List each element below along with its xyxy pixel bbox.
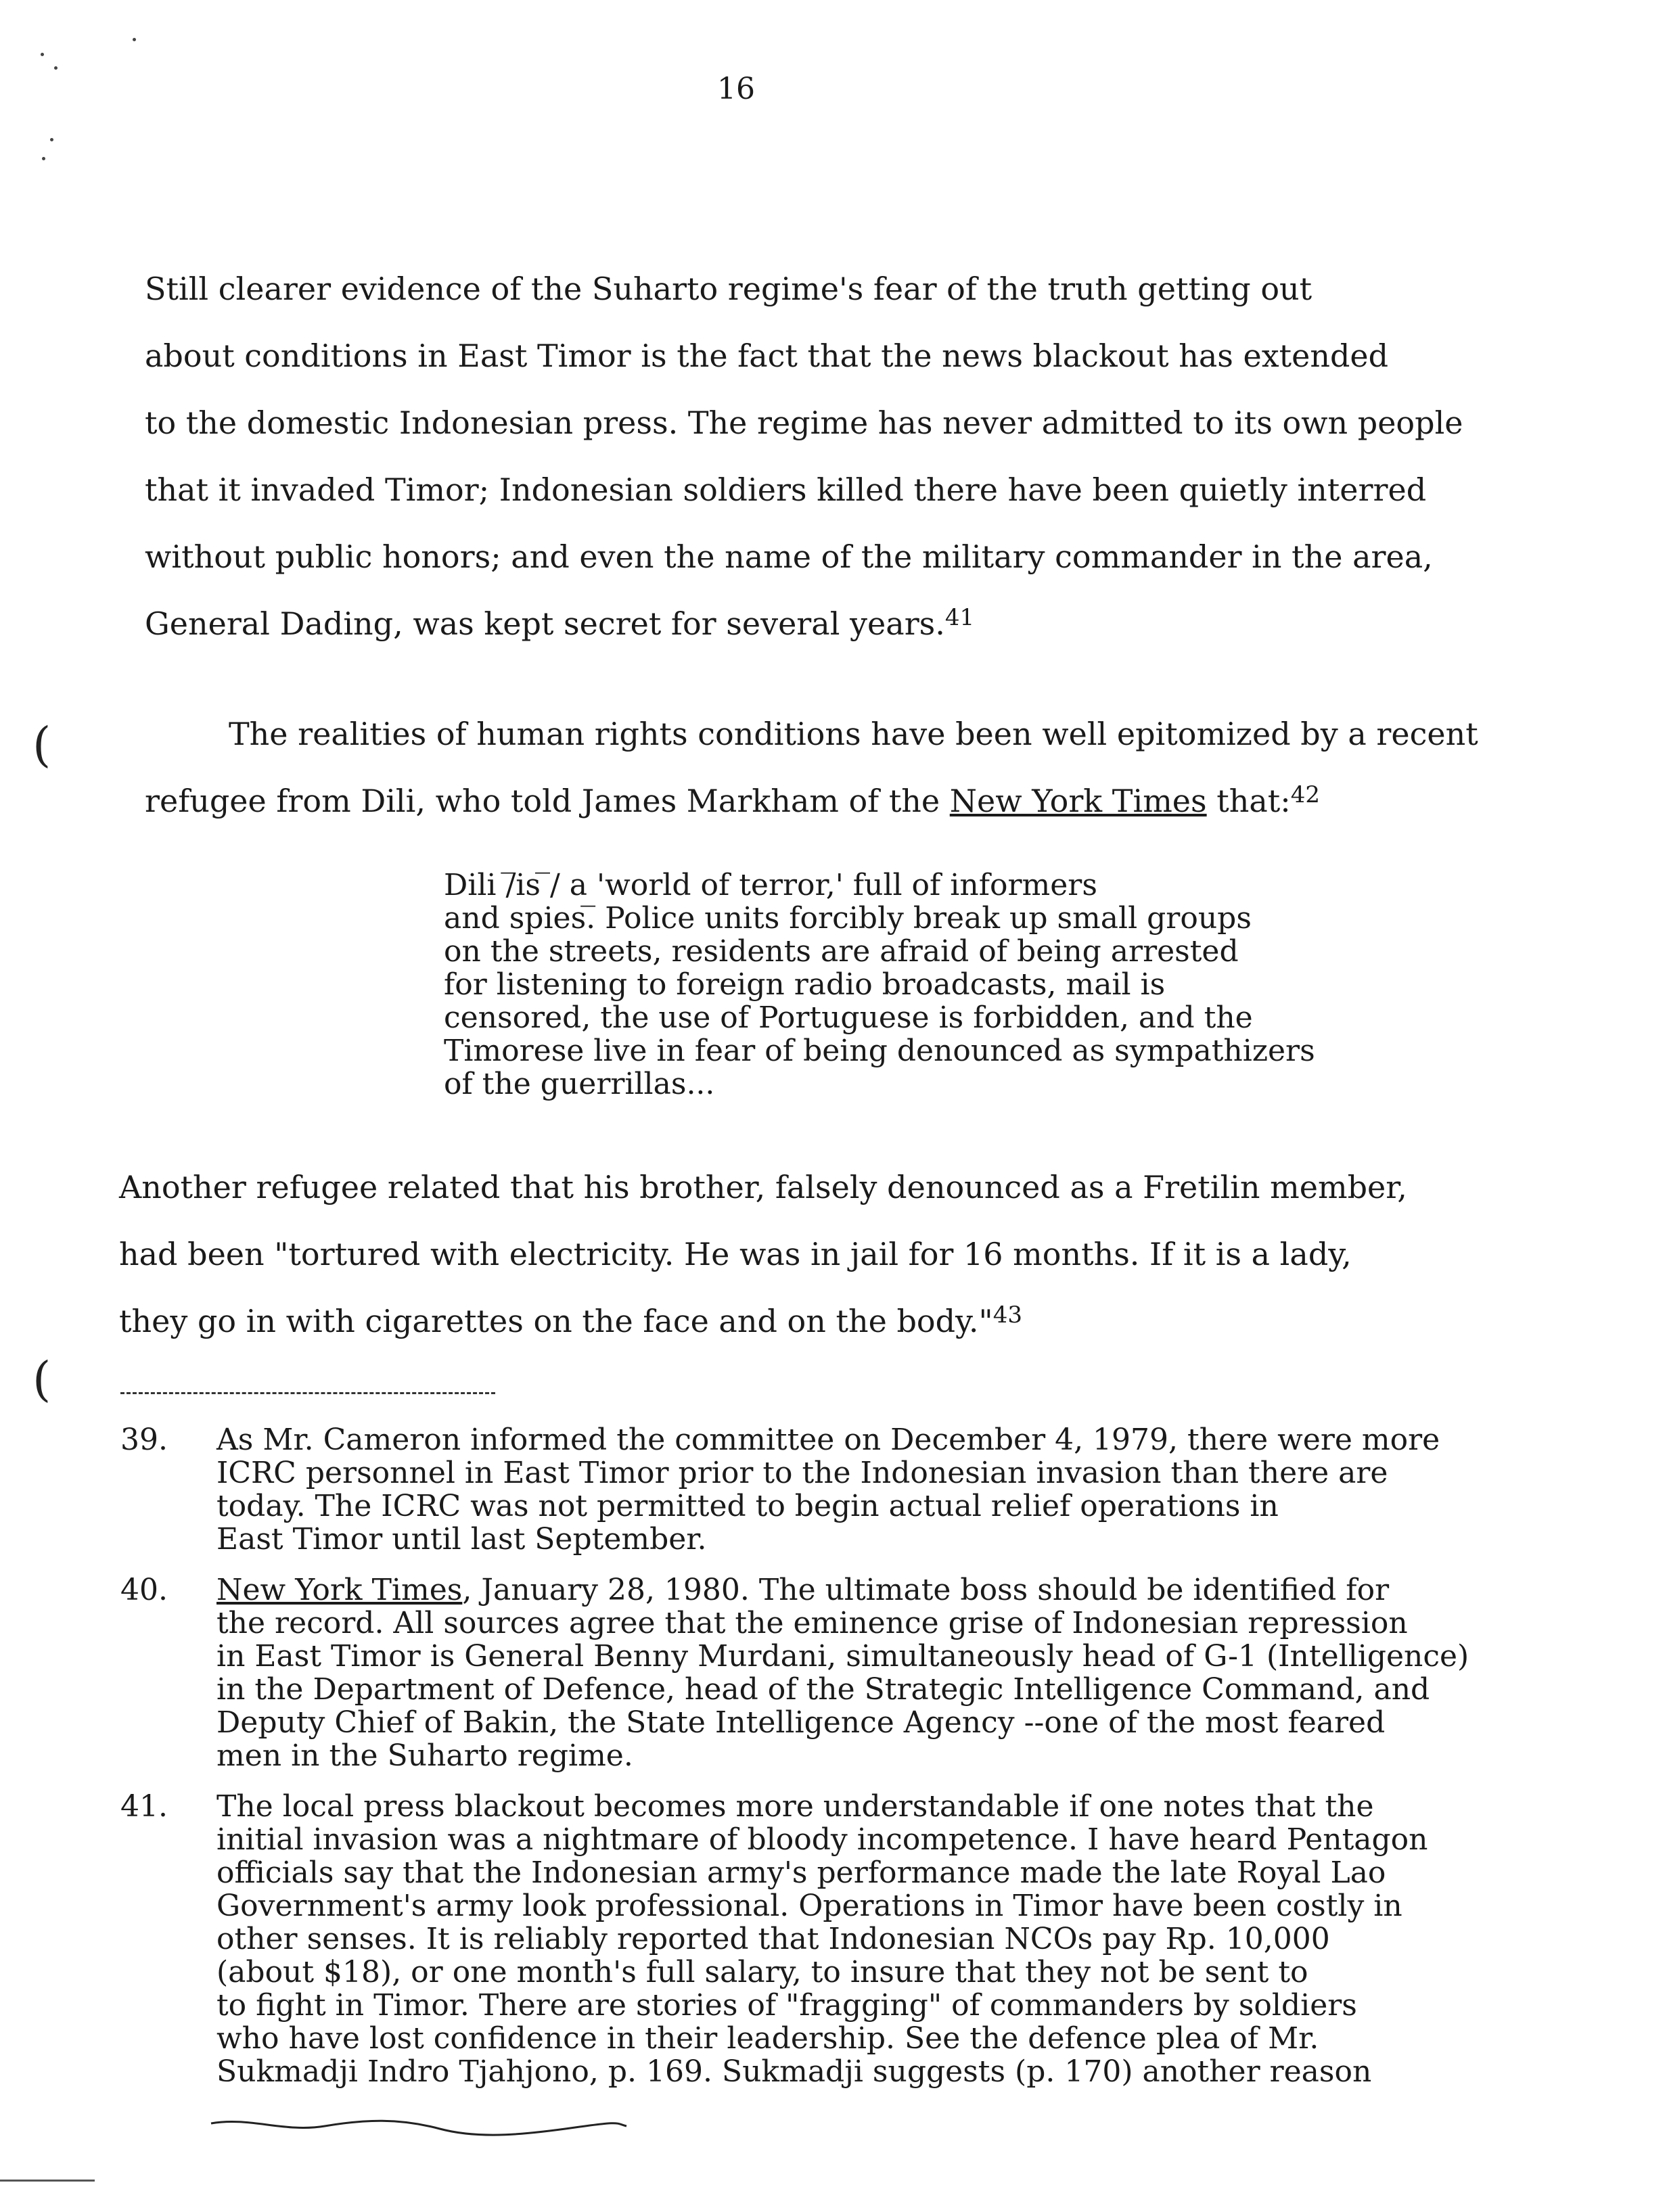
text-line: without public honors; and even the name of the military commander in the area, xyxy=(145,538,1433,575)
footnote-number: 39. xyxy=(120,1423,168,1457)
footnote-line: (about $18), or one month's full salary, to insure that they not be sent to xyxy=(216,1955,1308,1989)
footnote-line: Deputy Chief of Bakin, the State Intelligence Agency --one of the most feared xyxy=(216,1705,1386,1740)
scan-edge-line xyxy=(0,2180,95,2182)
footnote-line: The local press blackout becomes more understandable if one notes that the xyxy=(216,1789,1374,1824)
footnote-line: East Timor until last September. xyxy=(216,1522,707,1557)
text-line: that: xyxy=(1206,783,1291,819)
footnote-line: the record. All sources agree that the eminence grise of Indonesian repression xyxy=(216,1606,1408,1640)
page-number: 16 xyxy=(717,72,755,106)
footnote-line: to fight in Timor. There are stories of "fragging" of commanders by soldiers xyxy=(216,1988,1357,2023)
footnote-separator xyxy=(120,1392,495,1394)
footnote-ref-41: 41 xyxy=(944,604,975,631)
footnote-line: ICRC personnel in East Timor prior to the Indonesian invasion than there are xyxy=(216,1456,1388,1490)
footnote-line: who have lost confidence in their leadership. See the defence plea of Mr. xyxy=(216,2021,1319,2056)
handwritten-wavy-underline xyxy=(210,2114,629,2141)
footnote-line: in the Department of Defence, head of the Strategic Intelligence Command, and xyxy=(216,1672,1430,1707)
quote-line: on the streets, residents are afraid of being arrested xyxy=(444,934,1239,969)
footnote-line: As Mr. Cameron informed the committee on December 4, 1979, there were more xyxy=(216,1423,1440,1457)
footnote-line: officials say that the Indonesian army's performance made the late Royal Lao xyxy=(216,1856,1386,1890)
quote-line: Timorese live in fear of being denounced as sympathizers xyxy=(444,1034,1315,1068)
footnote-number: 40. xyxy=(120,1573,168,1607)
footnote-line: men in the Suharto regime. xyxy=(216,1738,633,1773)
footnote-line: other senses. It is reliably reported that Indonesian NCOs pay Rp. 10,000 xyxy=(216,1922,1330,1956)
footnote-line: Sukmadji Indro Tjahjono, p. 169. Sukmadji suggests (p. 170) another reason xyxy=(216,2054,1372,2089)
text-line: refugee from Dili, who told James Markham of the xyxy=(145,783,950,819)
text-line: to the domestic Indonesian press. The regime has never admitted to its own people xyxy=(145,405,1463,441)
text-line: had been "tortured with electricity. He was in jail for 16 months. If it is a lady, xyxy=(119,1236,1352,1272)
footnote-line: Government's army look professional. Operations in Timor have been costly in xyxy=(216,1889,1402,1923)
paragraph-3 xyxy=(119,1154,1526,1358)
text-line: about conditions in East Timor is the fact that the news blackout has extended xyxy=(145,338,1389,374)
scan-speck xyxy=(133,38,136,41)
text-line: Another refugee related that his brother, falsely denounced as a Fretilin member, xyxy=(119,1169,1407,1205)
quote-line: censored, the use of Portuguese is forbidden, and the xyxy=(444,1000,1253,1035)
newspaper-title: New York Times xyxy=(216,1573,463,1607)
quote-line: Dili /̅is ̅/ a 'world of terror,' full of informers xyxy=(444,868,1097,902)
quote-line: for listening to foreign radio broadcasts, mail is xyxy=(444,967,1166,1002)
footnote-ref-42: 42 xyxy=(1290,781,1321,808)
paragraph-2 xyxy=(145,701,1552,838)
footnote-ref-43: 43 xyxy=(992,1301,1022,1329)
margin-bracket-mark: ( xyxy=(32,1352,51,1407)
footnote-line: in East Timor is General Benny Murdani, simultaneously head of G-1 (Intelligence) xyxy=(216,1639,1469,1674)
newspaper-title: New York Times xyxy=(949,783,1207,819)
margin-bracket-mark: ( xyxy=(32,717,51,773)
quote-line: of the guerrillas... xyxy=(444,1067,715,1101)
footnote-number: 41. xyxy=(120,1789,168,1824)
paragraph-1 xyxy=(145,256,1552,661)
text-line: that it invaded Timor; Indonesian soldiers killed there have been quietly interred xyxy=(145,471,1427,508)
text-line: they go in with cigarettes on the face and on the body." xyxy=(119,1303,993,1339)
footnote-line: initial invasion was a nightmare of bloody incompetence. I have heard Pentagon xyxy=(216,1822,1428,1857)
text-line: General Dading, was kept secret for several years. xyxy=(145,605,945,642)
scan-speck xyxy=(42,157,45,160)
scan-speck xyxy=(41,53,44,56)
quote-line: and spies.̅ Police units forcibly break up small groups xyxy=(444,901,1252,936)
footnote-line: , January 28, 1980. The ultimate boss should be identified for xyxy=(462,1573,1390,1607)
scan-speck xyxy=(54,66,58,70)
footnote-line: today. The ICRC was not permitted to begin actual relief operations in xyxy=(216,1489,1279,1523)
block-quote xyxy=(444,869,1425,1101)
text-line: The realities of human rights conditions have been well epitomized by a recent xyxy=(229,716,1478,752)
scan-speck xyxy=(50,138,53,141)
text-line: Still clearer evidence of the Suharto regime's fear of the truth getting out xyxy=(145,271,1312,307)
